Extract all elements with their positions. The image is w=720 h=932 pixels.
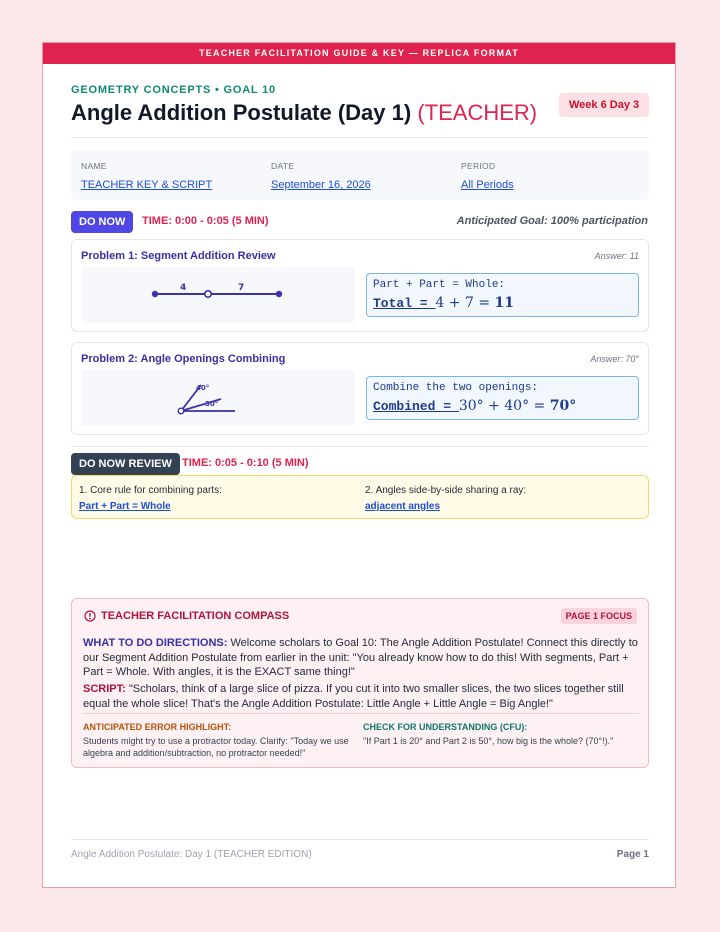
- problem-2-title: Problem 2: Angle Openings Combining: [81, 353, 286, 365]
- compass-title: TEACHER FACILITATION COMPASS: [101, 610, 290, 622]
- box-2-key: Combined =: [373, 399, 459, 414]
- box-1-key: Total =: [373, 296, 436, 311]
- segment-label-2: 7: [238, 283, 245, 293]
- review-item-2-question: 2. Angles side-by-side sharing a ray:: [365, 485, 527, 496]
- segment-diagram: [81, 267, 355, 323]
- angle-diagram: [81, 370, 355, 426]
- problem-1-title: Problem 1: Segment Addition Review: [81, 250, 276, 262]
- answer-box-2: [366, 376, 639, 420]
- box-1-expr: 4 + 7 =: [435, 295, 495, 311]
- page-footer: [71, 839, 649, 860]
- do-now-time: TIME: 0:00 - 0:05 (5 MIN): [142, 215, 269, 227]
- answer-box-1: [366, 273, 639, 317]
- section-divider: [71, 446, 649, 447]
- review-item-1-answer[interactable]: Part + Part = Whole: [79, 501, 171, 512]
- header-divider: [71, 137, 649, 138]
- angle-label-30: 30°: [205, 400, 219, 408]
- period-value[interactable]: All Periods: [461, 179, 514, 191]
- box-1-result: 11: [494, 295, 514, 311]
- box-1-line1: Part + Part = Whole:: [373, 279, 506, 291]
- review-item-1: [79, 485, 222, 512]
- facilitation-compass: [71, 598, 649, 768]
- box-2-expr: 30° + 40° =: [458, 398, 550, 414]
- directions-paragraph: [83, 636, 639, 680]
- page-number: Page 1: [616, 849, 649, 860]
- top-banner: TEACHER FACILITATION GUIDE & KEY — REPLICA FORMAT: [43, 43, 675, 64]
- segment-point-a: [152, 291, 158, 297]
- error-text: Students might try to use a protractor today. Clarify: "Today we use algebra and addition/subtraction, no protractor needed!": [83, 736, 349, 758]
- error-title: ANTICIPATED ERROR HIGHLIGHT:: [83, 722, 232, 732]
- script-text: "Scholars, think of a large slice of pizza. If you cut it into two smaller slices, the two slices together still equal the whole slice! That's the Angle Addition Postulate: Little Angle + Little Angle = Big Angle!": [83, 683, 624, 710]
- box-2-line1: Combine the two openings:: [373, 382, 539, 394]
- problem-card-1: [71, 239, 649, 332]
- box-1-line2: [373, 295, 632, 311]
- title-text: Angle Addition Postulate (Day 1): [71, 100, 412, 125]
- page-title: [71, 100, 537, 126]
- angle-figure: [81, 370, 355, 426]
- review-item-1-question: 1. Core rule for combining parts:: [79, 485, 222, 496]
- directions-text: Welcome scholars to Goal 10: The Angle Addition Postulate! Connect this directly to our Segment Addition Postulate from earlier in the unit: "You already know how to do this! With segments, Part + Part = Whole. With angles, it is the EXACT same thing!": [83, 637, 638, 678]
- meta-name: [81, 161, 212, 191]
- problem-1-answer: Answer: 11: [594, 251, 639, 261]
- review-pill: DO NOW REVIEW: [71, 453, 180, 475]
- cfu-title: CHECK FOR UNDERSTANDING (CFU):: [363, 722, 528, 732]
- cfu-text: "If Part 1 is 20° and Part 2 is 50°, how big is the whole? (70°!).": [363, 736, 614, 746]
- review-box: [71, 475, 649, 519]
- meta-date: [271, 161, 371, 191]
- course-eyebrow: GEOMETRY CONCEPTS • GOAL 10: [71, 84, 276, 96]
- segment-point-b: [205, 291, 211, 297]
- period-label: PERIOD: [461, 161, 496, 171]
- meta-bar: [71, 150, 649, 200]
- worksheet-page: [42, 42, 676, 888]
- angle-vertex: [178, 408, 184, 414]
- problem-card-2: [71, 342, 649, 435]
- compass-header: [84, 610, 289, 622]
- review-item-2-answer[interactable]: adjacent angles: [365, 501, 441, 512]
- anticipated-goal: Anticipated Goal: 100% participation: [456, 215, 648, 227]
- script-paragraph: [83, 682, 639, 711]
- error-highlight: [83, 722, 358, 759]
- review-time: TIME: 0:05 - 0:10 (5 MIN): [182, 457, 309, 469]
- date-label: DATE: [271, 161, 295, 171]
- name-label: NAME: [81, 161, 107, 171]
- compass-divider: [83, 713, 639, 714]
- footer-title: Angle Addition Postulate: Day 1 (TEACHER EDITION): [71, 849, 312, 860]
- meta-period: [461, 161, 514, 191]
- cfu-section: [363, 722, 638, 748]
- do-now-pill: DO NOW: [71, 211, 133, 233]
- directions-label: WHAT TO DO DIRECTIONS:: [83, 637, 228, 649]
- box-2-line2: [373, 398, 632, 414]
- problem-2-answer: Answer: 70°: [590, 354, 639, 364]
- segment-label-1: 4: [180, 283, 187, 293]
- segment-point-c: [276, 291, 282, 297]
- script-label: SCRIPT:: [83, 683, 126, 695]
- info-icon: [84, 610, 96, 622]
- box-2-result: 70°: [549, 398, 577, 414]
- review-item-2: [365, 485, 526, 512]
- date-value[interactable]: September 16, 2026: [271, 179, 371, 191]
- segment-figure: [81, 267, 355, 323]
- title-tag: (TEACHER): [417, 100, 538, 125]
- name-value[interactable]: TEACHER KEY & SCRIPT: [81, 179, 213, 191]
- week-badge: Week 6 Day 3: [559, 93, 649, 117]
- page-focus-badge: PAGE 1 FOCUS: [561, 608, 637, 624]
- angle-label-40: 40°: [196, 384, 210, 392]
